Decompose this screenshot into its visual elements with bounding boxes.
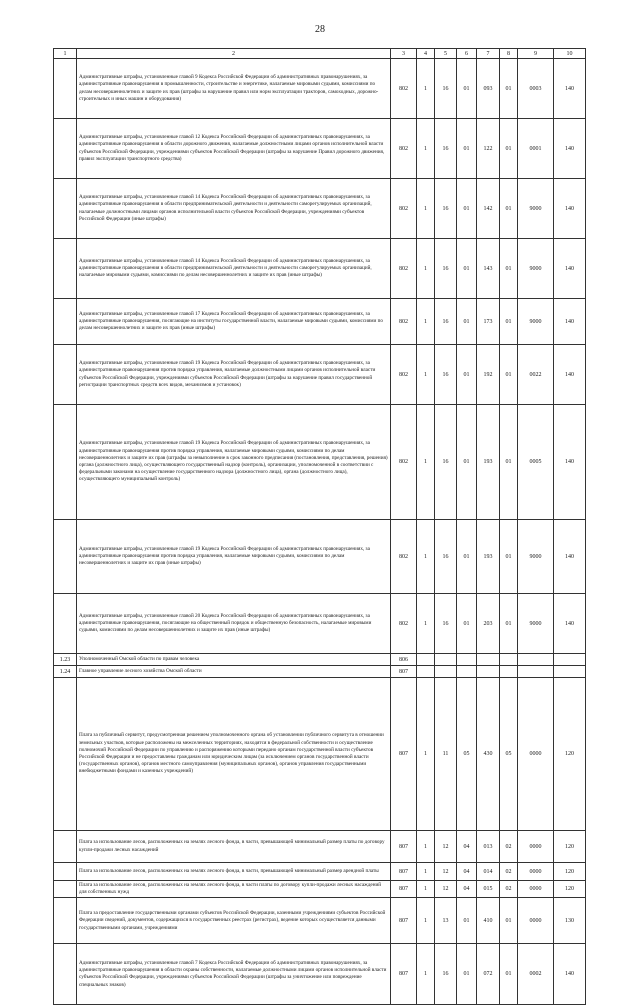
code-classification: 120 [554, 678, 586, 831]
code-group: 1 [417, 678, 435, 831]
code-element: 01 [500, 345, 518, 405]
code-subgroup: 16 [435, 944, 457, 1005]
column-header: 3 [391, 49, 417, 59]
code-element: 01 [500, 59, 518, 119]
table-row [54, 345, 586, 405]
code-subgroup: 16 [435, 520, 457, 594]
table-row [54, 59, 586, 119]
code-group: 1 [417, 239, 435, 299]
code-element: 01 [500, 119, 518, 179]
column-header: 2 [77, 49, 391, 59]
code-subarticle: 203 [477, 594, 500, 654]
code-subgroup: 16 [435, 239, 457, 299]
code-group: 1 [417, 405, 435, 520]
row-number: 1.24 [54, 666, 77, 678]
code-element: 01 [500, 520, 518, 594]
code-subgroup [435, 666, 457, 678]
code-element: 01 [500, 594, 518, 654]
row-number [54, 345, 77, 405]
code-program: 0003 [518, 59, 554, 119]
row-description: Плата за публичный сервитут, предусмотренная решением уполномоченного органа об установлении публичного сервитута в отношении земельных участков, которые расположены на межселенных территориях, находятся в федеральной собственности и осуществление полномочий Российской Федерации по управлению и распоряжению которыми передано органам государственной власти субъектов Российской Федерации и не предоставлены гражданам или юридическим лицам (за исключением органов государственной власти (государственных органов), органов местного самоуправления (муниципальных органов), органов управления государственными внебюджетными фондами и казенных учреждений) [77, 678, 391, 831]
code-program: 9000 [518, 594, 554, 654]
code-group: 1 [417, 299, 435, 345]
code-group: 1 [417, 520, 435, 594]
code-element: 01 [500, 898, 518, 944]
code-classification: 140 [554, 345, 586, 405]
code-admin: 802 [391, 345, 417, 405]
table-row [54, 405, 586, 520]
code-element: 02 [500, 881, 518, 898]
code-program [518, 654, 554, 666]
code-group: 1 [417, 831, 435, 863]
code-group: 1 [417, 594, 435, 654]
code-subgroup: 16 [435, 59, 457, 119]
code-classification: 130 [554, 898, 586, 944]
row-number [54, 863, 77, 881]
table-row [54, 119, 586, 179]
code-group: 1 [417, 345, 435, 405]
code-admin: 807 [391, 944, 417, 1005]
code-subgroup [435, 654, 457, 666]
code-admin: 802 [391, 119, 417, 179]
code-classification: 140 [554, 944, 586, 1005]
code-article: 01 [457, 898, 477, 944]
code-group: 1 [417, 944, 435, 1005]
code-admin: 802 [391, 179, 417, 239]
row-number [54, 520, 77, 594]
code-article: 01 [457, 520, 477, 594]
code-classification: 140 [554, 179, 586, 239]
table-row [54, 239, 586, 299]
row-description: Административные штрафы, установленные главой 19 Кодекса Российской Федерации об административных правонарушениях, за административные правонарушения против порядка управления, налагаемые должностными лицами органов исполнительной власти субъектов Российской Федерации, учреждениями субъектов Российской Федерации (штрафы за нарушение правил государственной регистрации транспортных средств всех видов, механизмов и установок) [77, 345, 391, 405]
table-row [54, 944, 586, 1005]
code-program: 0000 [518, 831, 554, 863]
column-header: 10 [554, 49, 586, 59]
code-program: 9000 [518, 239, 554, 299]
code-subgroup: 11 [435, 678, 457, 831]
code-subgroup: 16 [435, 594, 457, 654]
code-subgroup: 16 [435, 299, 457, 345]
code-admin: 807 [391, 863, 417, 881]
code-element: 02 [500, 863, 518, 881]
code-article: 05 [457, 678, 477, 831]
code-group [417, 666, 435, 678]
code-admin: 807 [391, 678, 417, 831]
code-element: 01 [500, 944, 518, 1005]
code-subgroup: 16 [435, 345, 457, 405]
code-classification [554, 666, 586, 678]
code-group: 1 [417, 898, 435, 944]
code-subarticle [477, 654, 500, 666]
code-article: 01 [457, 179, 477, 239]
table-row [54, 179, 586, 239]
table-row [54, 881, 586, 898]
code-subarticle: 430 [477, 678, 500, 831]
code-subarticle: 143 [477, 239, 500, 299]
code-subgroup: 13 [435, 898, 457, 944]
table-row [54, 678, 586, 831]
row-description: Административные штрафы, установленные главой 9 Кодекса Российской Федерации об административных правонарушениях, за административные правонарушения в промышленности, строительстве и энергетике, налагаемые мировыми судьями, комиссиями по делам несовершеннолетних и защите их прав (штрафы за нарушение правил или норм эксплуатации тракторов, самоходных, дорожно-строительных и иных машин и оборудования) [77, 59, 391, 119]
row-number [54, 944, 77, 1005]
code-group [417, 654, 435, 666]
table-header-row [54, 49, 586, 59]
row-description: Плата за использование лесов, расположенных на землях лесного фонда, в части, превышающей минимальный размер арендной платы [77, 863, 391, 881]
code-classification: 140 [554, 239, 586, 299]
code-subarticle: 173 [477, 299, 500, 345]
code-element: 01 [500, 239, 518, 299]
revenue-codes-table [53, 48, 586, 1005]
row-description: Главное управление лесного хозяйства Омской области [77, 666, 391, 678]
table-row [54, 594, 586, 654]
code-subarticle: 192 [477, 345, 500, 405]
code-subgroup: 12 [435, 881, 457, 898]
row-number [54, 119, 77, 179]
row-description: Уполномоченный Омской области по правам человека [77, 654, 391, 666]
code-classification: 140 [554, 405, 586, 520]
row-description: Административные штрафы, установленные главой 17 Кодекса Российской Федерации об административных правонарушениях, за административные правонарушения, посягающие на институты государственной власти, налагаемые мировыми судьями, комиссиями по делам несовершеннолетних и защите их прав (иные штрафы) [77, 299, 391, 345]
code-program: 0002 [518, 944, 554, 1005]
code-subarticle: 122 [477, 119, 500, 179]
code-element: 01 [500, 405, 518, 520]
code-classification: 140 [554, 299, 586, 345]
code-subgroup: 12 [435, 831, 457, 863]
table-row [54, 863, 586, 881]
code-classification: 140 [554, 119, 586, 179]
row-description: Плата за использование лесов, расположенных на землях лесного фонда, в части, превышающей минимальный размер платы по договору купли-продажи лесных насаждений [77, 831, 391, 863]
table-row [54, 299, 586, 345]
code-subgroup: 12 [435, 863, 457, 881]
code-subgroup: 16 [435, 405, 457, 520]
row-number [54, 299, 77, 345]
code-program: 0000 [518, 881, 554, 898]
code-article: 01 [457, 119, 477, 179]
code-admin: 802 [391, 299, 417, 345]
row-description: Административные штрафы, установленные главой 12 Кодекса Российской Федерации об административных правонарушениях, за административные правонарушения в области дорожного движения, налагаемые должностными лицами органов исполнительной власти субъектов Российской Федерации, учреждениями субъектов Российской Федерации (штрафы за нарушение Правил дорожного движения, правил эксплуатации транспортного средства) [77, 119, 391, 179]
row-number [54, 594, 77, 654]
code-group: 1 [417, 179, 435, 239]
code-article: 01 [457, 345, 477, 405]
code-subarticle: 014 [477, 863, 500, 881]
row-description: Административные штрафы, установленные главой 19 Кодекса Российской Федерации об административных правонарушениях, за административные правонарушения против порядка управления, налагаемые мировыми судьями, комиссиями по делам несовершеннолетних и защите их прав (иные штрафы) [77, 520, 391, 594]
code-subarticle: 072 [477, 944, 500, 1005]
code-classification: 140 [554, 520, 586, 594]
code-article: 01 [457, 594, 477, 654]
row-number [54, 179, 77, 239]
code-article: 01 [457, 405, 477, 520]
column-header: 8 [500, 49, 518, 59]
code-program: 0000 [518, 678, 554, 831]
code-subarticle: 093 [477, 59, 500, 119]
code-group: 1 [417, 881, 435, 898]
code-element: 05 [500, 678, 518, 831]
code-program [518, 666, 554, 678]
code-article [457, 654, 477, 666]
code-classification: 140 [554, 594, 586, 654]
code-group: 1 [417, 59, 435, 119]
code-admin: 807 [391, 881, 417, 898]
code-admin: 806 [391, 654, 417, 666]
column-header: 4 [417, 49, 435, 59]
code-subarticle: 193 [477, 405, 500, 520]
row-number [54, 405, 77, 520]
row-description: Плата за предоставление государственными органами субъектов Российской Федерации, казенными учреждениями субъектов Российской Федерации сведений, документов, содержащихся в государственных реестрах (регистрах), ведение которых осуществляется данными государственными органами, учреждениями [77, 898, 391, 944]
code-article: 04 [457, 881, 477, 898]
code-program: 0000 [518, 863, 554, 881]
code-subgroup: 16 [435, 119, 457, 179]
row-number [54, 881, 77, 898]
code-article: 04 [457, 831, 477, 863]
code-group: 1 [417, 119, 435, 179]
code-admin: 807 [391, 898, 417, 944]
code-subarticle: 193 [477, 520, 500, 594]
code-element: 01 [500, 179, 518, 239]
row-number [54, 831, 77, 863]
code-article: 04 [457, 863, 477, 881]
row-number [54, 678, 77, 831]
row-number [54, 59, 77, 119]
code-classification: 140 [554, 59, 586, 119]
row-number [54, 239, 77, 299]
code-program: 0000 [518, 898, 554, 944]
code-subarticle: 410 [477, 898, 500, 944]
code-classification [554, 654, 586, 666]
code-subgroup: 16 [435, 179, 457, 239]
row-description: Административные штрафы, установленные главой 14 Кодекса Российской Федерации об административных правонарушениях, за административные правонарушения в области предпринимательской деятельности и деятельности саморегулируемых организаций, налагаемые мировыми судьями, комиссиями по делам несовершеннолетних и защите их прав (иные штрафы) [77, 239, 391, 299]
table-row [54, 831, 586, 863]
code-element [500, 654, 518, 666]
code-program: 0022 [518, 345, 554, 405]
page-number: 28 [315, 24, 325, 35]
section-row [54, 654, 586, 666]
code-article: 01 [457, 59, 477, 119]
column-header: 6 [457, 49, 477, 59]
code-admin: 802 [391, 59, 417, 119]
code-article [457, 666, 477, 678]
code-admin: 802 [391, 239, 417, 299]
row-description: Административные штрафы, установленные главой 20 Кодекса Российской Федерации об административных правонарушениях, за административные правонарушения, посягающие на общественный порядок и общественную безопасность, налагаемые мировыми судьями, комиссиями по делам несовершеннолетних и защите их прав (иные штрафы) [77, 594, 391, 654]
code-subarticle: 142 [477, 179, 500, 239]
column-header: 9 [518, 49, 554, 59]
code-article: 01 [457, 299, 477, 345]
row-description: Плата за использование лесов, расположенных на землях лесного фонда, в части платы по договору купли-продажи лесных насаждений для собственных нужд [77, 881, 391, 898]
table-row [54, 520, 586, 594]
column-header: 5 [435, 49, 457, 59]
column-header: 7 [477, 49, 500, 59]
code-element: 02 [500, 831, 518, 863]
code-group: 1 [417, 863, 435, 881]
code-subarticle: 015 [477, 881, 500, 898]
code-program: 9000 [518, 520, 554, 594]
row-number: 1.23 [54, 654, 77, 666]
code-classification: 120 [554, 881, 586, 898]
code-article: 01 [457, 239, 477, 299]
code-admin: 802 [391, 405, 417, 520]
code-classification: 120 [554, 863, 586, 881]
code-admin: 802 [391, 594, 417, 654]
row-description: Административные штрафы, установленные главой 7 Кодекса Российской Федерации об административных правонарушениях, за административные правонарушения в области охраны собственности, налагаемые должностными лицами органов исполнительной власти субъектов Российской Федерации, учреждениями субъектов Российской Федерации (штрафы за уничтожение или повреждение специальных знаков) [77, 944, 391, 1005]
code-program: 9000 [518, 299, 554, 345]
code-admin: 802 [391, 520, 417, 594]
row-description: Административные штрафы, установленные главой 19 Кодекса Российской Федерации об административных правонарушениях, за административные правонарушения против порядка управления, налагаемые мировыми судьями, комиссиями по делам несовершеннолетних и защите их прав (штрафы за невыполнение в срок законного предписания (постановления, представления, решения) органа (должностного лица), осуществляющего государственный надзор (контроль), организации, уполномоченной в соответствии с федеральными законами на осуществление государственного надзора (должностного лица), органа (должностного лица), осуществляющего муниципальный контроль) [77, 405, 391, 520]
column-header: 1 [54, 49, 77, 59]
code-program: 9000 [518, 179, 554, 239]
code-admin: 807 [391, 831, 417, 863]
code-subarticle [477, 666, 500, 678]
row-description: Административные штрафы, установленные главой 14 Кодекса Российской Федерации об административных правонарушениях, за административные правонарушения в области предпринимательской деятельности и деятельности саморегулируемых организаций, налагаемые должностными лицами органов исполнительной власти субъектов Российской Федерации, учреждениями субъектов Российской Федерации (иные штрафы) [77, 179, 391, 239]
code-program: 0005 [518, 405, 554, 520]
code-article: 01 [457, 944, 477, 1005]
code-classification: 120 [554, 831, 586, 863]
code-subarticle: 013 [477, 831, 500, 863]
code-element: 01 [500, 299, 518, 345]
code-program: 0001 [518, 119, 554, 179]
section-row [54, 666, 586, 678]
code-admin: 807 [391, 666, 417, 678]
code-element [500, 666, 518, 678]
